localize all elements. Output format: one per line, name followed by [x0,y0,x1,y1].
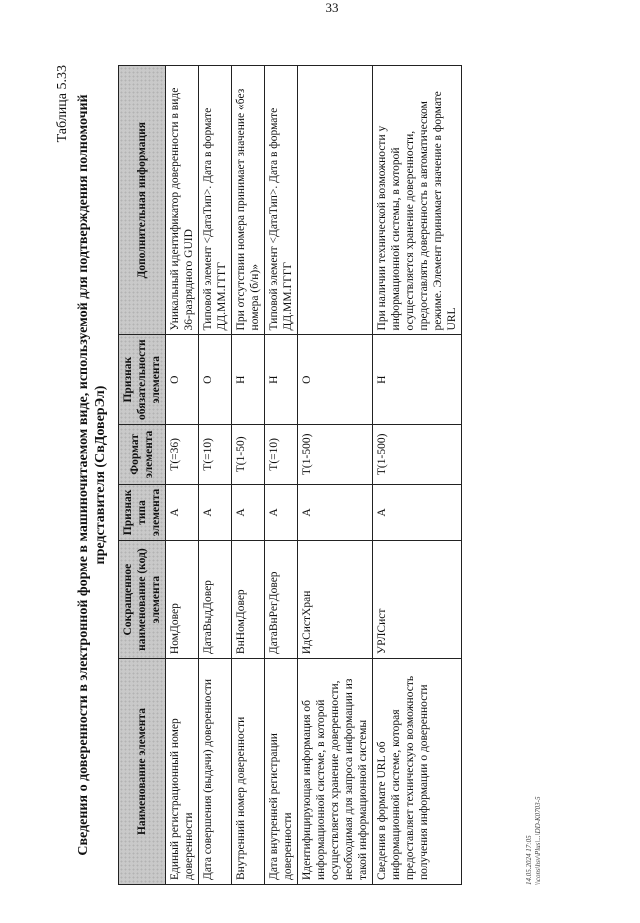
cell-name: Единый регистрационный номер доверенности [166,659,199,885]
header-cell: Признак типа элемента [119,484,166,540]
header-cell: Сокращенное наименование (код) элемента [119,541,166,659]
cell-code: ДатаВыдДовер [199,541,232,659]
page-number: 33 [325,0,339,15]
cell-format: T(1-50) [232,424,265,484]
cell-name: Дата совершения (выдачи) доверенности [199,659,232,885]
cell-name: Сведения в формате URL об информационной системе, которая предоставляет техническую возможность получения информации о доверенности [373,659,462,885]
cell-type: А [199,484,232,540]
cell-code: ИдСистХран [298,541,373,659]
cell-format: T(=10) [265,424,298,484]
header-cell: Наименование элемента [119,659,166,885]
cell-info [298,66,373,335]
cell-name: Идентифицирующая информация об информационной системе, в которой осуществляется хранение доверенности, необходимая для запроса информации из такой информационной системы [298,659,373,885]
cell-type: А [373,484,462,540]
cell-format: T(1-500) [298,424,373,484]
table-row [166,66,199,885]
print-footer [525,797,543,885]
cell-required: О [166,335,199,425]
cell-type: А [298,484,373,540]
cell-info: Типовой элемент <ДатаТип>. Дата в формате ДД.ММ.ГГГГ [265,66,298,335]
header-cell: Признак обязательности элемента [119,335,166,425]
cell-required: Н [232,335,265,425]
cell-required: О [298,335,373,425]
cell-required: Н [265,335,298,425]
cell-type: А [232,484,265,540]
cell-required: О [199,335,232,425]
cell-format: T(=36) [166,424,199,484]
cell-info: Уникальный идентификатор доверенности в виде 36-разрядного GUID [166,66,199,335]
cell-code: НомДовер [166,541,199,659]
table-label: Таблица 5.33 [55,65,70,143]
rotated-page [35,45,595,905]
header-cell: Дополнительная информация [119,66,166,335]
cell-info: При отсутствии номера принимает значение «без номера (б/н)» [232,66,265,335]
cell-info: При наличии технической возможности у информационной системы, в которой осуществляется хранение доверенности, предоставлять доверенность в автоматическом режиме. Элемент принимает значение в формате URL [373,66,462,335]
header-cell: Формат элемента [119,424,166,484]
cell-code: ДатаВнРегДовер [265,541,298,659]
table-row [265,66,298,885]
cell-format: T(1-500) [373,424,462,484]
table-header-row [119,66,166,885]
cell-code: ВнНомДовер [232,541,265,659]
cell-info: Типовой элемент <ДатаТип>. Дата в формате ДД.ММ.ГГГГ [199,66,232,335]
document-title: Сведения о доверенности в электронной форме в машиночитаемом виде, используемой для подтверждения полномочий представителя (СвДоверЭл) [76,94,108,856]
table-row [298,66,373,885]
cell-required: Н [373,335,462,425]
table-row [199,66,232,885]
print-path: \\cons\hsv\Plus\...\DD-K0703-5 [534,796,542,885]
cell-type: А [265,484,298,540]
cell-name: Дата внутренней регистрации доверенности [265,659,298,885]
table-row [232,66,265,885]
print-timestamp: 14.05.2024 17:05 [525,835,533,885]
cell-type: А [166,484,199,540]
cell-name: Внутренний номер доверенности [232,659,265,885]
table-row [373,66,462,885]
cell-code: УРЛСист [373,541,462,659]
cell-format: T(=10) [199,424,232,484]
elements-table [118,65,462,885]
